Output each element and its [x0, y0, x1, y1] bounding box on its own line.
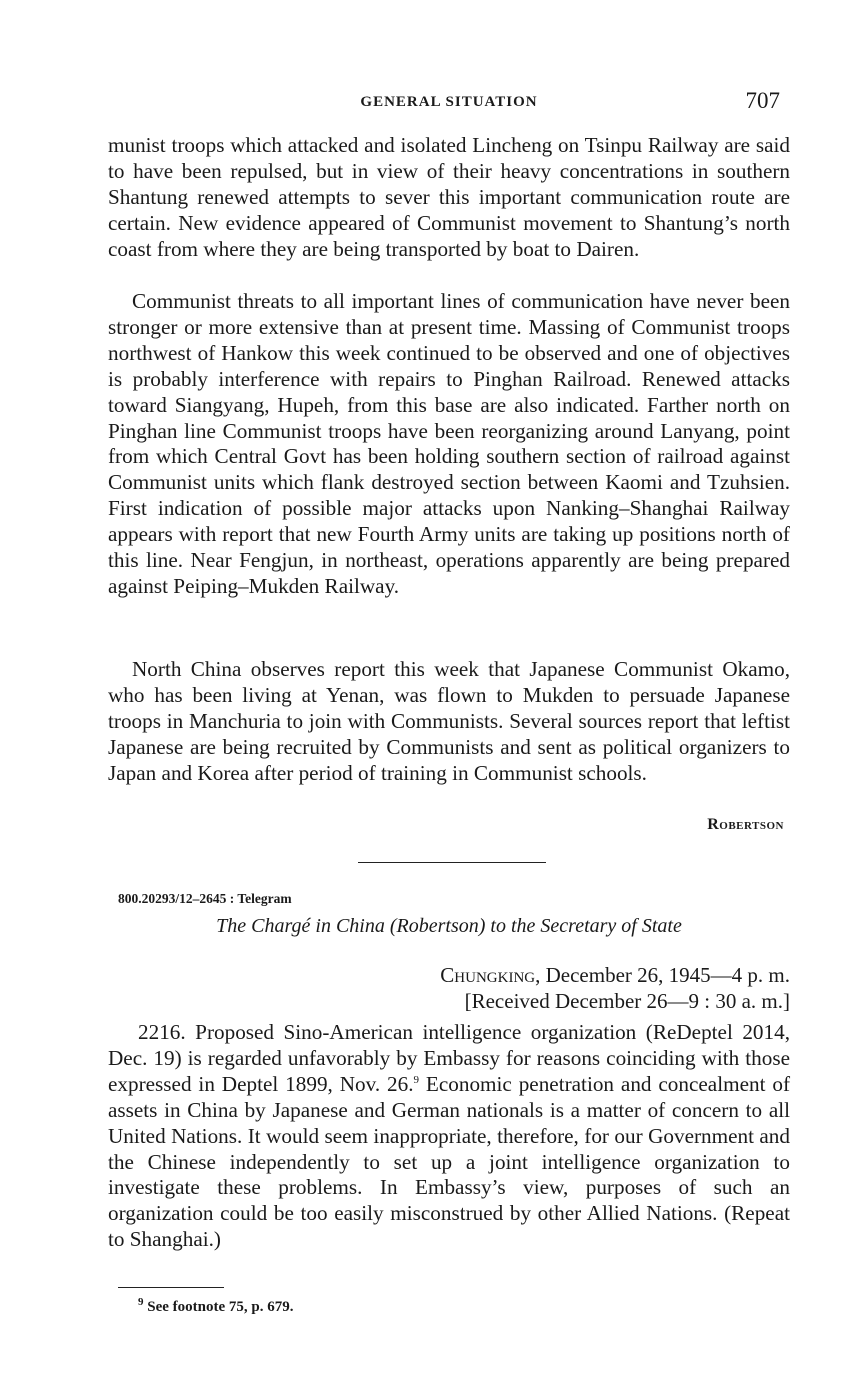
- paragraph-telegram-2216: [108, 1020, 790, 1253]
- telegram-body-part-1: 2216. Proposed Sino-American intelligence organization (ReDeptel 2014, Dec. 19) is regarded unfavorably by Embassy for reasons coinciding with those expressed in Deptel 1899, Nov. 26.: [108, 1020, 790, 1096]
- footnote-rule: [118, 1287, 224, 1288]
- document-title: The Chargé in China (Robertson) to the Secretary of State: [216, 915, 682, 937]
- signature-robertson: Robertson: [707, 816, 784, 833]
- footnote-text: See footnote 75, p. 679.: [143, 1299, 294, 1315]
- footnote-number: 9: [138, 1296, 144, 1308]
- received-line: [Received December 26—9 : 30 a. m.]: [464, 989, 790, 1013]
- dateline-place: Chungking,: [440, 963, 541, 987]
- page-header: [108, 88, 790, 118]
- paragraph-communication-threats: Communist threats to all important lines of communication have never been stronger or more extensive than at present time. Massing of Communist troops northwest of Hankow this week continued to be observed and one of objectives is probably interference with repairs to Pinghan Railroad. Renewed attacks toward Siangyang, Hupeh, from this base are also indicated. Farther north on Pinghan line Communist troops have been reorganizing around Lanyang, point from which Central Govt has been holding southern section of railroad against Communist units which flank destroyed section between Kaomi and Tzuhsien. First indication of possible major attacks upon Nanking–Shanghai Railway appears with report that new Fourth Army units are taking up positions north of this line. Near Fengjun, in northeast, operations apparently are being prepared against Peiping–Mukden Railway.: [108, 289, 790, 598]
- dateline-date: December 26, 1945—4 p. m.: [540, 963, 790, 987]
- paragraph-north-china-report: North China observes report this week that Japanese Communist Okamo, who has been living at Yenan, was flown to Mukden to persuade Japanese troops in Manchuria to join with Communists. Several sources report that leftist Japanese are being recruited by Communists and sent as political organizers to Japan and Korea after period of training in Communist schools.: [108, 657, 790, 785]
- file-reference: 800.20293/12–2645 : Telegram: [118, 891, 292, 906]
- telegram-body-part-2: Economic penetration and concealment of assets in China by Japanese and German nationals is a matter of concern to all United Nations. It would seem inappropriate, therefore, for our Government and the Chinese independently to set up a joint intelligence organization to investigate these problems. In Embassy’s view, purposes of such an organization could be too easily misconstrued by other Allied Nations. (Repeat to Shanghai.): [108, 1071, 790, 1252]
- footnote-marker: 9: [413, 1073, 420, 1086]
- paragraph-continuation: munist troops which attacked and isolated Lincheng on Tsinpu Railway are said to have been repulsed, but in view of their heavy concentrations in southern Shantung renewed attempts to sever this important communication route are certain. New evidence appeared of Communist movement to Shantung’s north coast from where they are being transported by boat to Dairen.: [108, 133, 790, 261]
- footnote: [138, 1296, 294, 1316]
- dateline: [440, 963, 790, 988]
- page-number: 707: [745, 88, 780, 113]
- section-divider: [358, 862, 546, 863]
- running-title: GENERAL SITUATION: [360, 94, 538, 110]
